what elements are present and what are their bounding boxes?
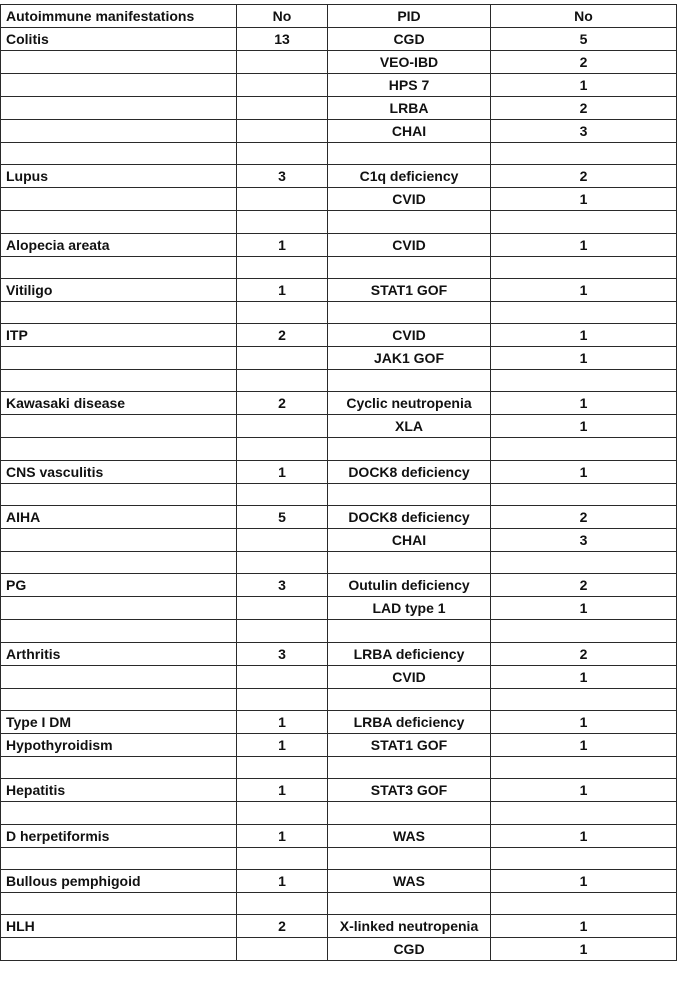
cell-manifestation-count (237, 74, 328, 97)
cell-pid-count: 1 (491, 278, 677, 301)
cell-pid (328, 802, 491, 824)
table-row (1, 370, 677, 392)
table-row (1, 74, 677, 97)
cell-pid: X-linked neutropenia (328, 915, 491, 938)
cell-pid-count: 3 (491, 529, 677, 552)
table-row (1, 188, 677, 211)
cell-manifestation-count (237, 51, 328, 74)
cell-manifestation-count (237, 552, 328, 574)
cell-manifestation-count: 1 (237, 233, 328, 256)
cell-pid-count: 2 (491, 642, 677, 665)
cell-pid (328, 211, 491, 233)
cell-manifestation: CNS vasculitis (1, 460, 237, 483)
cell-pid: CGD (328, 28, 491, 51)
cell-pid: CGD (328, 938, 491, 961)
cell-manifestation: Colitis (1, 28, 237, 51)
cell-pid-count: 1 (491, 233, 677, 256)
cell-pid-count: 1 (491, 597, 677, 620)
cell-pid-count: 1 (491, 74, 677, 97)
cell-manifestation-count (237, 892, 328, 914)
cell-pid-count: 1 (491, 710, 677, 733)
cell-pid-count: 2 (491, 165, 677, 188)
cell-manifestation-count (237, 301, 328, 323)
cell-manifestation (1, 120, 237, 143)
table-row (1, 233, 677, 256)
cell-manifestation (1, 143, 237, 165)
cell-pid: Cyclic neutropenia (328, 392, 491, 415)
cell-manifestation-count (237, 347, 328, 370)
table-row (1, 347, 677, 370)
cell-pid: LRBA deficiency (328, 642, 491, 665)
table-row (1, 665, 677, 688)
cell-pid-count (491, 756, 677, 778)
table-row (1, 574, 677, 597)
cell-manifestation (1, 847, 237, 869)
cell-pid-count: 1 (491, 733, 677, 756)
cell-pid: Outulin deficiency (328, 574, 491, 597)
table-row (1, 483, 677, 505)
cell-pid (328, 620, 491, 642)
cell-pid-count (491, 143, 677, 165)
cell-manifestation-count (237, 188, 328, 211)
cell-pid-count (491, 211, 677, 233)
cell-manifestation (1, 74, 237, 97)
table-row (1, 915, 677, 938)
cell-manifestation (1, 97, 237, 120)
table-row (1, 824, 677, 847)
autoimmune-pid-table (0, 4, 677, 961)
cell-manifestation-count (237, 370, 328, 392)
cell-pid-count: 1 (491, 188, 677, 211)
cell-manifestation (1, 552, 237, 574)
cell-manifestation-count: 2 (237, 915, 328, 938)
data-table-container (0, 4, 678, 961)
header-no-manifestations: No (237, 5, 328, 28)
cell-pid: JAK1 GOF (328, 347, 491, 370)
cell-pid-count: 1 (491, 915, 677, 938)
header-row (1, 5, 677, 28)
cell-manifestation: Type I DM (1, 710, 237, 733)
cell-pid-count: 2 (491, 574, 677, 597)
cell-manifestation-count (237, 143, 328, 165)
cell-pid (328, 892, 491, 914)
cell-manifestation-count (237, 256, 328, 278)
cell-manifestation-count (237, 483, 328, 505)
table-row (1, 597, 677, 620)
cell-pid: CVID (328, 665, 491, 688)
cell-pid: WAS (328, 824, 491, 847)
table-row (1, 756, 677, 778)
cell-pid-count: 1 (491, 460, 677, 483)
table-row (1, 552, 677, 574)
cell-pid-count: 1 (491, 779, 677, 802)
cell-manifestation (1, 256, 237, 278)
cell-manifestation-count (237, 688, 328, 710)
cell-pid-count (491, 438, 677, 460)
cell-manifestation-count: 3 (237, 574, 328, 597)
cell-manifestation-count: 5 (237, 506, 328, 529)
table-row (1, 211, 677, 233)
table-row (1, 415, 677, 438)
cell-manifestation-count: 3 (237, 642, 328, 665)
cell-pid: CVID (328, 324, 491, 347)
cell-pid (328, 847, 491, 869)
cell-manifestation: PG (1, 574, 237, 597)
cell-pid-count (491, 552, 677, 574)
cell-manifestation (1, 597, 237, 620)
table-row (1, 710, 677, 733)
cell-manifestation (1, 938, 237, 961)
cell-manifestation (1, 347, 237, 370)
cell-pid (328, 370, 491, 392)
cell-pid-count (491, 370, 677, 392)
cell-pid (328, 688, 491, 710)
cell-pid: VEO-IBD (328, 51, 491, 74)
header-autoimmune-manifestations: Autoimmune manifestations (1, 5, 237, 28)
cell-manifestation (1, 415, 237, 438)
cell-manifestation (1, 620, 237, 642)
cell-manifestation-count (237, 847, 328, 869)
cell-pid: STAT1 GOF (328, 278, 491, 301)
cell-pid: LRBA (328, 97, 491, 120)
cell-pid-count (491, 688, 677, 710)
cell-pid-count (491, 892, 677, 914)
cell-manifestation-count: 1 (237, 779, 328, 802)
table-row (1, 392, 677, 415)
table-row (1, 301, 677, 323)
cell-manifestation-count (237, 211, 328, 233)
table-row (1, 938, 677, 961)
table-row (1, 869, 677, 892)
cell-manifestation: HLH (1, 915, 237, 938)
cell-manifestation (1, 211, 237, 233)
header-pid: PID (328, 5, 491, 28)
cell-pid-count: 1 (491, 665, 677, 688)
cell-pid-count (491, 483, 677, 505)
cell-pid-count: 2 (491, 97, 677, 120)
cell-manifestation-count: 3 (237, 165, 328, 188)
cell-pid: XLA (328, 415, 491, 438)
table-row (1, 51, 677, 74)
cell-pid-count: 2 (491, 506, 677, 529)
table-row (1, 733, 677, 756)
cell-manifestation (1, 688, 237, 710)
cell-pid: LAD type 1 (328, 597, 491, 620)
cell-manifestation-count (237, 529, 328, 552)
table-row (1, 165, 677, 188)
table-row (1, 143, 677, 165)
cell-manifestation-count: 1 (237, 460, 328, 483)
cell-pid-count: 5 (491, 28, 677, 51)
cell-manifestation-count (237, 438, 328, 460)
cell-manifestation-count: 2 (237, 392, 328, 415)
cell-pid-count: 1 (491, 324, 677, 347)
cell-pid (328, 438, 491, 460)
cell-pid-count (491, 847, 677, 869)
cell-manifestation: Lupus (1, 165, 237, 188)
table-row (1, 802, 677, 824)
cell-manifestation: Bullous pemphigoid (1, 869, 237, 892)
table-row (1, 506, 677, 529)
table-header (1, 5, 677, 28)
cell-manifestation: ITP (1, 324, 237, 347)
table-row (1, 847, 677, 869)
cell-pid: STAT3 GOF (328, 779, 491, 802)
cell-pid-count: 1 (491, 415, 677, 438)
cell-manifestation (1, 438, 237, 460)
cell-pid (328, 256, 491, 278)
cell-pid-count: 1 (491, 938, 677, 961)
cell-pid: DOCK8 deficiency (328, 460, 491, 483)
cell-manifestation-count: 2 (237, 324, 328, 347)
table-row (1, 28, 677, 51)
cell-pid-count: 1 (491, 347, 677, 370)
cell-pid (328, 143, 491, 165)
cell-pid: WAS (328, 869, 491, 892)
cell-manifestation (1, 483, 237, 505)
cell-manifestation-count: 13 (237, 28, 328, 51)
table-row (1, 779, 677, 802)
cell-pid: HPS 7 (328, 74, 491, 97)
cell-pid (328, 756, 491, 778)
cell-pid-count (491, 802, 677, 824)
cell-manifestation: Vitiligo (1, 278, 237, 301)
cell-manifestation: D herpetiformis (1, 824, 237, 847)
cell-manifestation-count: 1 (237, 710, 328, 733)
cell-manifestation-count (237, 665, 328, 688)
cell-pid: DOCK8 deficiency (328, 506, 491, 529)
cell-manifestation-count (237, 756, 328, 778)
cell-pid-count (491, 301, 677, 323)
cell-pid-count: 1 (491, 869, 677, 892)
cell-pid-count: 3 (491, 120, 677, 143)
cell-manifestation-count (237, 620, 328, 642)
cell-manifestation: Alopecia areata (1, 233, 237, 256)
cell-pid: C1q deficiency (328, 165, 491, 188)
cell-manifestation (1, 51, 237, 74)
table-row (1, 642, 677, 665)
cell-pid-count: 2 (491, 51, 677, 74)
cell-manifestation (1, 370, 237, 392)
cell-pid: CHAI (328, 529, 491, 552)
cell-manifestation-count (237, 802, 328, 824)
cell-pid: CVID (328, 233, 491, 256)
table-row (1, 324, 677, 347)
cell-manifestation: Hepatitis (1, 779, 237, 802)
table-row (1, 278, 677, 301)
cell-manifestation (1, 892, 237, 914)
cell-pid (328, 552, 491, 574)
table-row (1, 438, 677, 460)
cell-manifestation (1, 756, 237, 778)
table-row (1, 120, 677, 143)
cell-manifestation-count (237, 597, 328, 620)
table-row (1, 460, 677, 483)
cell-manifestation: AIHA (1, 506, 237, 529)
cell-pid-count: 1 (491, 824, 677, 847)
cell-manifestation (1, 529, 237, 552)
cell-manifestation-count: 1 (237, 278, 328, 301)
cell-pid (328, 301, 491, 323)
table-body (1, 28, 677, 961)
table-row (1, 620, 677, 642)
cell-pid-count: 1 (491, 392, 677, 415)
cell-manifestation (1, 802, 237, 824)
cell-manifestation-count (237, 120, 328, 143)
cell-manifestation (1, 301, 237, 323)
cell-manifestation-count (237, 415, 328, 438)
table-row (1, 256, 677, 278)
cell-manifestation: Kawasaki disease (1, 392, 237, 415)
cell-manifestation: Hypothyroidism (1, 733, 237, 756)
cell-manifestation (1, 188, 237, 211)
cell-pid-count (491, 620, 677, 642)
cell-manifestation-count: 1 (237, 824, 328, 847)
table-row (1, 97, 677, 120)
cell-pid (328, 483, 491, 505)
table-row (1, 688, 677, 710)
table-row (1, 892, 677, 914)
cell-manifestation-count (237, 97, 328, 120)
cell-pid: LRBA deficiency (328, 710, 491, 733)
cell-manifestation-count: 1 (237, 869, 328, 892)
cell-pid: STAT1 GOF (328, 733, 491, 756)
cell-pid-count (491, 256, 677, 278)
cell-manifestation: Arthritis (1, 642, 237, 665)
cell-manifestation (1, 665, 237, 688)
table-row (1, 529, 677, 552)
header-no-pid: No (491, 5, 677, 28)
cell-pid: CHAI (328, 120, 491, 143)
cell-pid: CVID (328, 188, 491, 211)
cell-manifestation-count (237, 938, 328, 961)
cell-manifestation-count: 1 (237, 733, 328, 756)
